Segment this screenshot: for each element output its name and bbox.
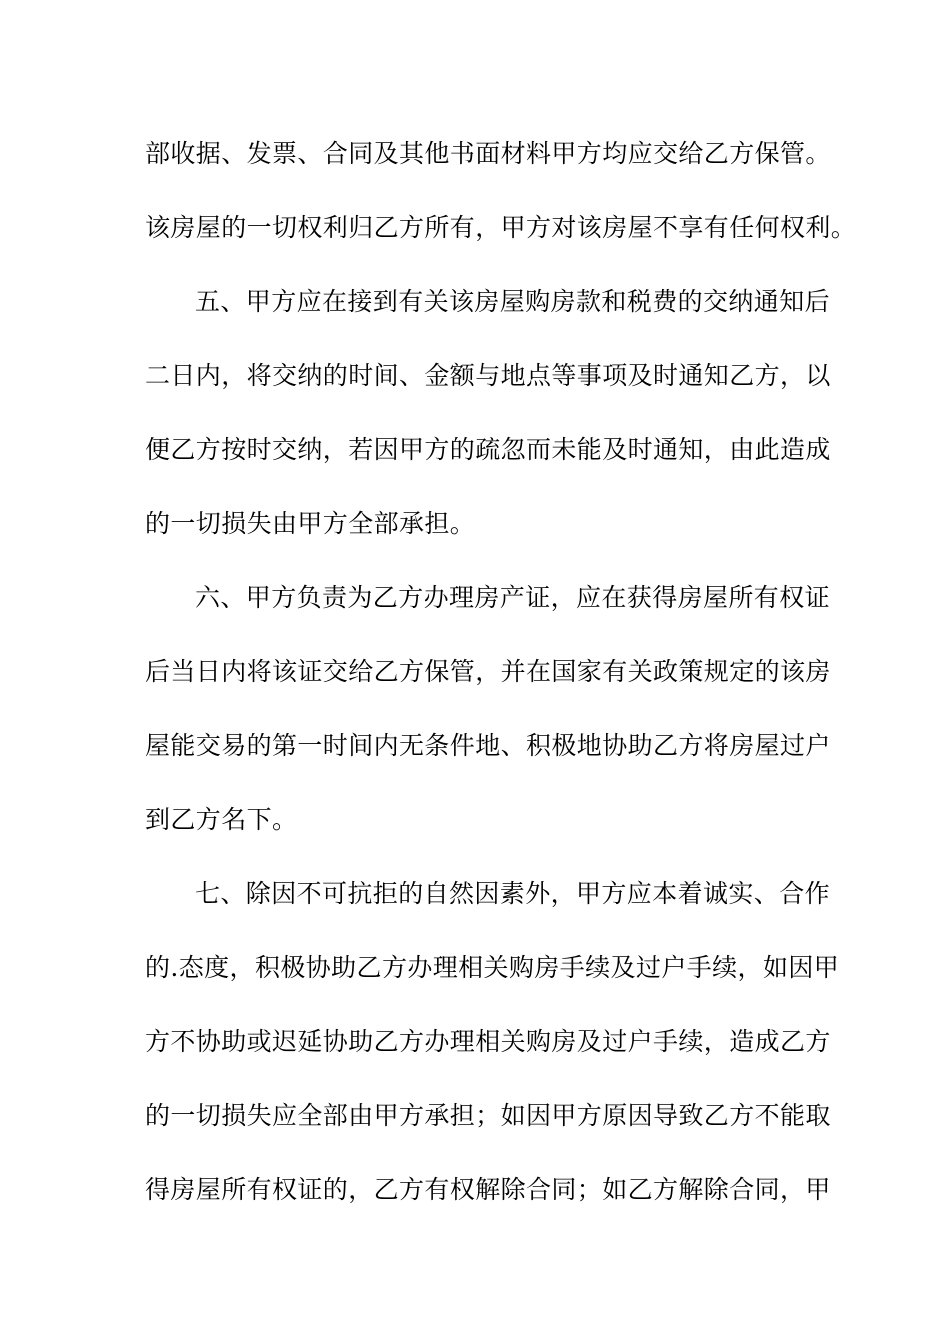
text-line: 到乙方名下。 — [145, 805, 298, 834]
text-line: 得房屋所有权证的，乙方有权解除合同；如乙方解除合同，甲 — [145, 1175, 831, 1204]
text-line: 屋能交易的第一时间内无条件地、积极地协助乙方将房屋过户 — [145, 731, 831, 760]
text-line: 的一切损失由甲方全部承担。 — [145, 509, 476, 538]
text-line: 后当日内将该证交给乙方保管，并在国家有关政策规定的该房 — [145, 657, 831, 686]
paragraph-start-line: 五、甲方应在接到有关该房屋购房款和税费的交纳通知后 — [195, 287, 831, 316]
text-line: 的.态度，积极协助乙方办理相关购房手续及过户手续，如因甲 — [145, 953, 840, 982]
text-line: 的一切损失应全部由甲方承担；如因甲方原因导致乙方不能取 — [145, 1101, 831, 1130]
text-line: 二日内，将交纳的时间、金额与地点等事项及时通知乙方，以 — [145, 361, 831, 390]
text-line: 方不协助或迟延协助乙方办理相关购房及过户手续，造成乙方 — [145, 1027, 831, 1056]
paragraph-start-line: 六、甲方负责为乙方办理房产证，应在获得房屋所有权证 — [195, 583, 831, 612]
text-line: 部收据、发票、合同及其他书面材料甲方均应交给乙方保管。 — [145, 139, 831, 168]
text-line: 便乙方按时交纳，若因甲方的疏忽而未能及时通知，由此造成 — [145, 435, 831, 464]
paragraph-start-line: 七、除因不可抗拒的自然因素外，甲方应本着诚实、合作 — [195, 879, 831, 908]
text-line: 该房屋的一切权利归乙方所有，甲方对该房屋不享有任何权利。 — [145, 213, 857, 242]
